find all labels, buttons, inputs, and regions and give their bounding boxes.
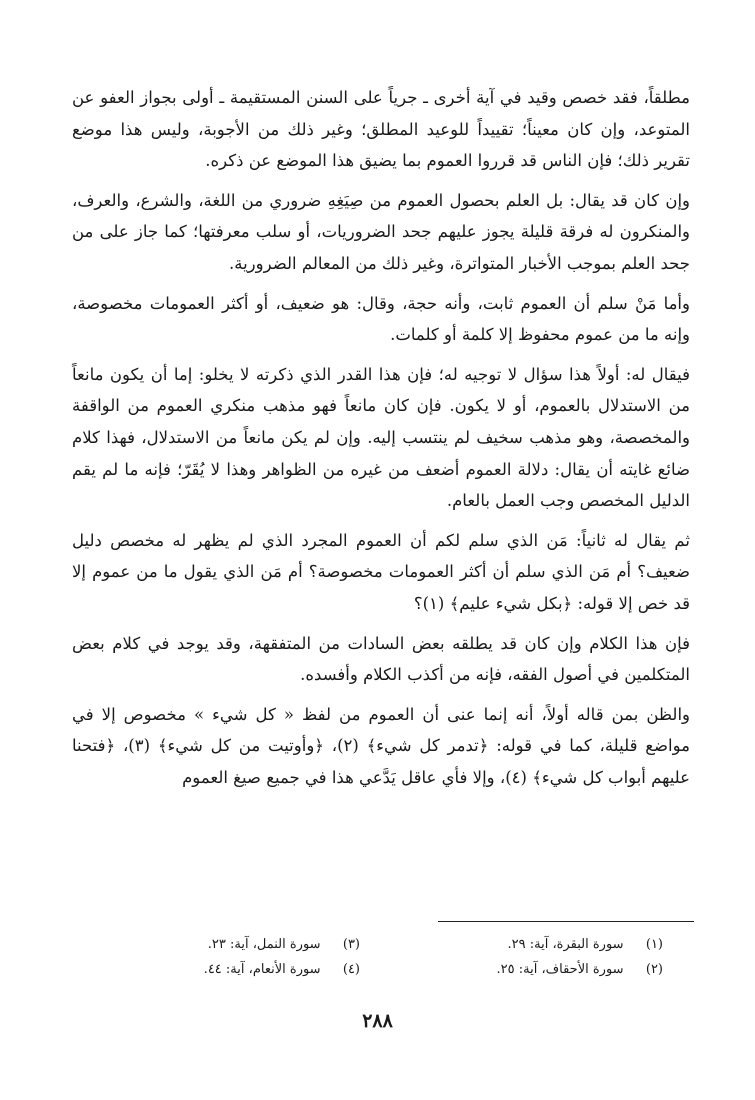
paragraph-5: ثم يقال له ثانياً: مَن الذي سلم لكم أن العموم المجرد الذي لم يظهر له مخصص دليل ضعيف؟ أم مَن الذي سلم أن أكثر العمومات مخصوصة؟ أم مَن الذي يقول ما من عموم إلا قد خص إلا قوله: ﴿بكل شيء عليم﴾ (١)؟ <box>72 530 690 613</box>
paragraph-2: وإن كان قد يقال: بل العلم بحصول العموم من صِيَغِهِ ضروري من اللغة، والشرع، والعرف، والمنكرون له فرقة قليلة يجوز عليهم جحد الضروريات، أو سلب معرفتها؛ كما جاز على من جحد العلم بموجب الأخبار المتواترة، وغير ذلك من المعالم الضرورية. <box>72 190 690 273</box>
footnote-divider <box>438 921 694 922</box>
page-body <box>72 82 690 793</box>
footnote-text: سورة النمل، آية: ٢٣. <box>207 937 321 952</box>
paragraph-3: وأما مَنْ سلم أن العموم ثابت، وأنه حجة، وقال: هو ضعيف، أو أكثر العمومات مخصوصة، وإنه ما من عموم محفوظ إلا كلمة أو كلمات. <box>72 293 690 345</box>
footnote-text: سورة البقرة، آية: ٢٩. <box>507 937 624 952</box>
footnote-2 <box>497 962 663 977</box>
footnote-number: (٣) <box>342 937 360 952</box>
footnote-3 <box>208 937 360 952</box>
page-number: ٢٨٨ <box>362 1010 393 1032</box>
footnote-text: سورة الأنعام، آية: ٤٤. <box>203 962 321 977</box>
footnote-text: سورة الأحقاف، آية: ٢٥. <box>496 962 624 977</box>
paragraph-1: مطلقاً، فقد خصص وقيد في آية أخرى ـ جرياً على السنن المستقيمة ـ أولى بجواز العفو عن المتوعد، وإن كان معيناً؛ تقييداً للوعيد المطلق؛ وغير ذلك من الأجوبة، وليس هذا موضع تقرير ذلك؛ فإن الناس قد قرروا العموم بما يضيق هذا الموضع عن ذكره. <box>72 88 690 171</box>
footnote-1 <box>508 937 663 952</box>
footnote-number: (٢) <box>645 962 663 977</box>
paragraph-6: فإن هذا الكلام وإن كان قد يطلقه بعض السادات من المتفقهة، وقد يوجد في كلام بعض المتكلمين في أصول الفقه، فإنه من أكذب الكلام وأفسده. <box>72 633 690 685</box>
paragraph-4: فيقال له: أولاً هذا سؤال لا توجيه له؛ فإن هذا القدر الذي ذكرته لا يخلو: إما أن يكون مانعاً من الاستدلال بالعموم، أو لا يكون. فإن كان مانعاً فهو مذهب منكري العموم من الواقفة والمخصصة، وهو مذهب سخيف لم ينتسب إليه. وإن لم يكن مانعاً من الاستدلال، فهذا كلام ضائع غايته أن يقال: دلالة العموم أضعف من غيره من الظواهر وهذا لا يُقَرّ؛ فإنه ما لم يقم الدليل المخصص وجب العمل بالعام. <box>72 364 690 511</box>
footnote-4 <box>204 962 360 977</box>
paragraph-7: والظن بمن قاله أولاً، أنه إنما عنى أن العموم من لفظ « كل شيء » مخصوص إلا في مواضع قليلة، كما في قوله: ﴿تدمر كل شيء﴾ (٢)، ﴿وأوتيت من كل شيء﴾ (٣)، ﴿فتحنا عليهم أبواب كل شيء﴾ (٤)، وإلا فأي عاقل يَدَّعي هذا في جميع صيغ العموم <box>72 704 690 787</box>
footnote-number: (١) <box>645 937 663 952</box>
footnote-number: (٤) <box>342 962 360 977</box>
